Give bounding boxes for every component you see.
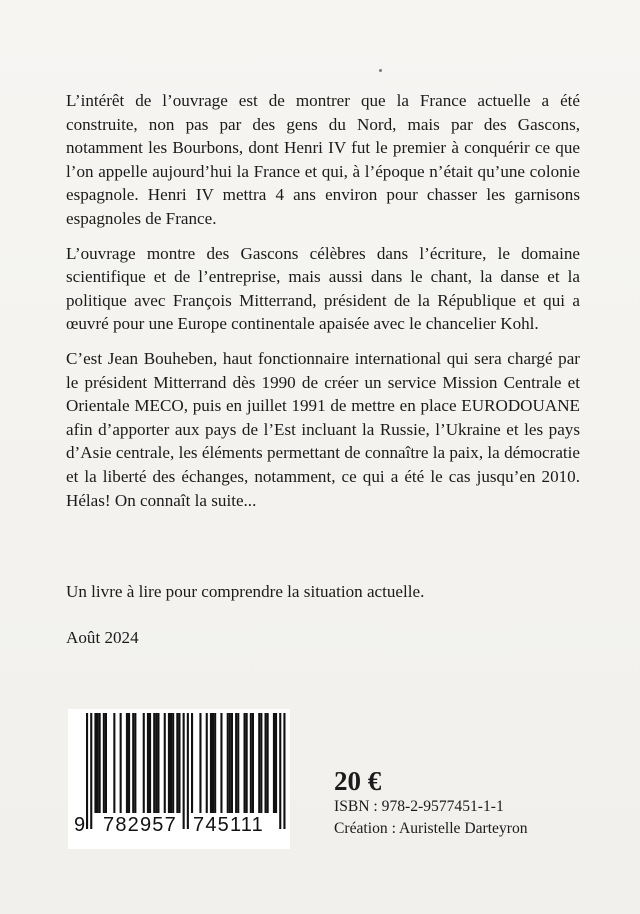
- barcode-bar: [206, 713, 208, 813]
- barcode-bar: [252, 713, 254, 813]
- barcode-guard-bar: [279, 713, 281, 829]
- design-credit: Création : Auristelle Darteyron: [334, 820, 528, 837]
- barcode-bar: [94, 713, 96, 813]
- barcode-left-digits: 782957: [103, 814, 177, 836]
- barcode-bar: [134, 713, 136, 813]
- barcode-bar: [275, 713, 277, 813]
- barcode-bar: [97, 713, 99, 813]
- barcode-guard-bar: [86, 713, 88, 829]
- barcode-bar: [172, 713, 174, 813]
- barcode-bar: [168, 713, 170, 813]
- blurb-paragraph-2: L’ouvrage montre des Gascons célèbres dans l’écriture, le domaine scientifique et de l’entreprise, mais aussi dans le chant, la danse et la politique avec François Mitterrand, président de la République et qui a œuvré pour une Europe continentale apaisée avec le chancelier Kohl.: [66, 243, 580, 334]
- barcode-first-digit: 9: [74, 814, 86, 836]
- barcode-bar: [199, 713, 201, 813]
- barcode-bar: [237, 713, 239, 813]
- barcode-bar: [153, 713, 155, 813]
- barcode-bar: [214, 713, 216, 813]
- barcode-bar: [267, 713, 269, 813]
- barcode-bar: [105, 713, 107, 813]
- barcode-bar: [132, 713, 134, 813]
- barcode-bar: [149, 713, 151, 813]
- barcode-bar: [191, 713, 193, 813]
- publication-date: Août 2024: [66, 628, 139, 647]
- barcode-guard-bar: [187, 713, 189, 829]
- barcode-bar: [178, 713, 180, 813]
- barcode-guard-bar: [90, 713, 92, 829]
- barcode-bar: [120, 713, 122, 813]
- barcode-bar: [99, 713, 101, 813]
- barcode-bar: [260, 713, 262, 813]
- barcode-bar: [157, 713, 159, 813]
- blurb-paragraph-1: L’intérêt de l’ouvrage est de montrer que la France actuelle a été construite, non pas par des gens du Nord, mais par des Gascons, notamment les Bourbons, dont Henri IV fut le premier à conquérir ce que l’on appelle aujourd’hui la France et qui, à l’époque n’était qu’une colonie espagnole. Henri IV mettra 4 ans environ pour chasser les garnisons espagnoles de France.: [66, 91, 580, 228]
- barcode-bar: [273, 713, 275, 813]
- barcode-bar: [220, 713, 222, 813]
- barcode-bar: [250, 713, 252, 813]
- barcode-bar: [176, 713, 178, 813]
- barcode-bar: [235, 713, 237, 813]
- barcode-bar: [258, 713, 260, 813]
- barcode-bar: [113, 713, 115, 813]
- barcode-bar: [210, 713, 212, 813]
- barcode-bar: [143, 713, 145, 813]
- barcode-bar: [164, 713, 166, 813]
- barcode-bar: [128, 713, 130, 813]
- isbn-number: ISBN : 978-2-9577451-1-1: [334, 798, 504, 815]
- barcode-guard-bar: [183, 713, 185, 829]
- barcode-bar: [103, 713, 105, 813]
- barcode-bar: [246, 713, 248, 813]
- barcode-bar: [231, 713, 233, 813]
- barcode-bar: [227, 713, 229, 813]
- barcode-bar: [126, 713, 128, 813]
- barcode-bar: [212, 713, 214, 813]
- price: 20 €: [334, 766, 382, 796]
- blurb-paragraph-3: C’est Jean Bouheben, haut fonctionnaire international qui sera chargé par le président Mitterrand dès 1990 de créer un service Mission Centrale et Orientale MECO, puis en juillet 1991 de mettre en place EURODOUANE afin d’apporter aux pays de l’Est incluant la Russie, l’Ukraine et les pays d’Asie centrale, les éléments permettant de connaître la paix, la démocratie et la liberté des échanges, notamment, ce qui a été le cas jusqu’en 2010. Hélas! On connaît la suite...: [66, 348, 580, 510]
- closing-line: Un livre à lire pour comprendre la situation actuelle.: [66, 582, 425, 601]
- barcode-bar: [147, 713, 149, 813]
- barcode-bar: [265, 713, 267, 813]
- blurb-text: [66, 89, 580, 523]
- barcode-bar: [244, 713, 246, 813]
- barcode-right-digits: 745111: [193, 814, 264, 836]
- barcode-bar: [229, 713, 231, 813]
- barcode-bar: [170, 713, 172, 813]
- barcode-guard-bar: [283, 713, 285, 829]
- paper-speck: [379, 69, 382, 72]
- barcode-bar: [155, 713, 157, 813]
